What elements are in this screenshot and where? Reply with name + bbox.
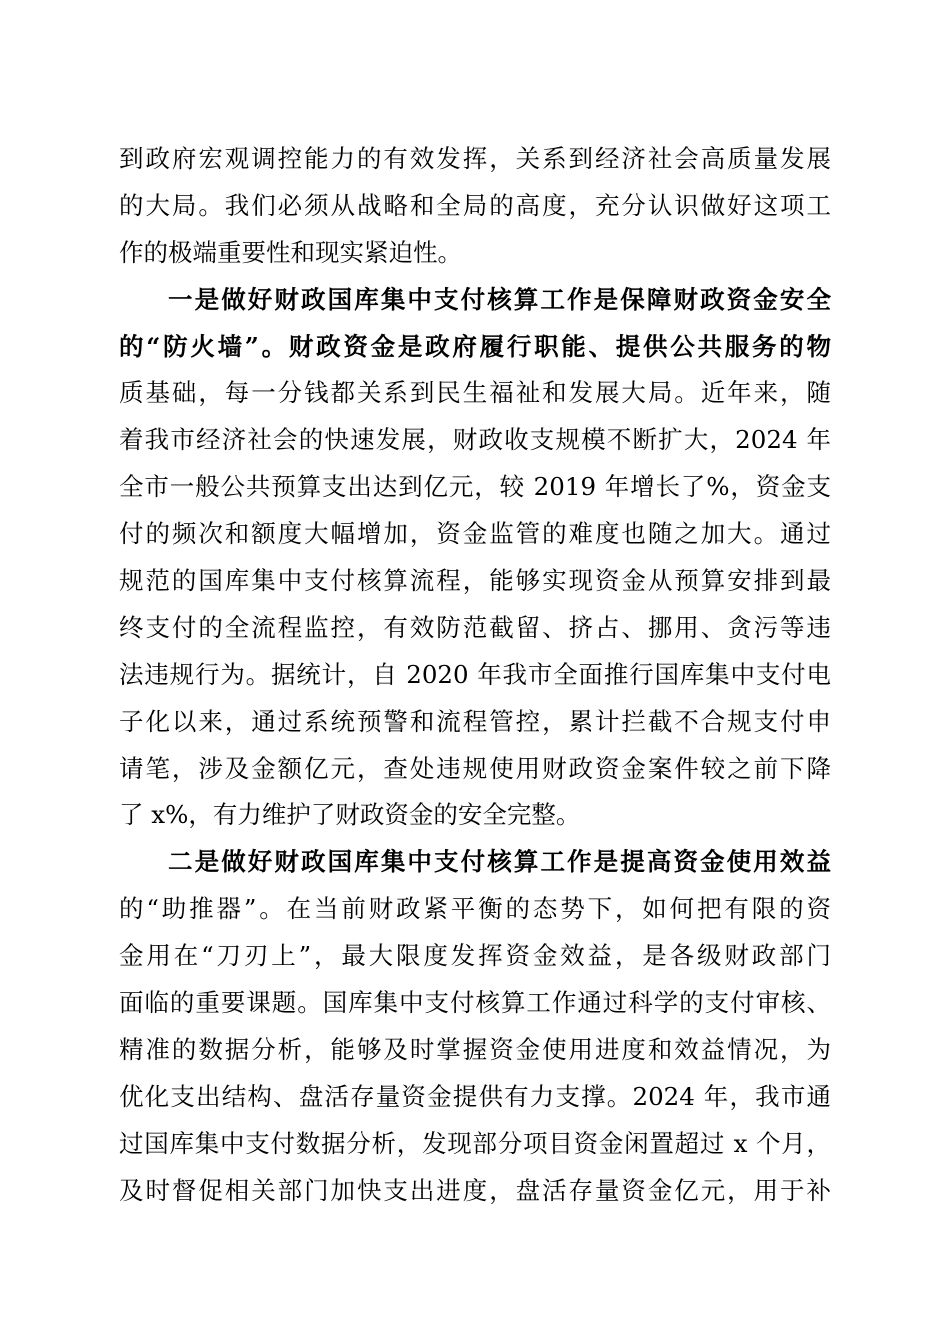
- text-line: 的大局。我们必须从战略和全局的高度，充分认识做好这项工: [119, 190, 831, 220]
- text-line: 精准的数据分析，能够及时掌握资金使用进度和效益情况，为: [119, 1034, 831, 1064]
- paragraph-2: [119, 277, 831, 840]
- text-line: 着我市经济社会的快速发展，财政收支规模不断扩大，2024 年: [119, 425, 831, 455]
- text-line: 法违规行为。据统计，自 2020 年我市全面推行国库集中支付电: [119, 659, 831, 689]
- paragraph-3: [119, 839, 831, 1214]
- text-line: 作的极端重要性和现实紧迫性。: [119, 237, 462, 267]
- text-line-heading-cont: 的“防火墙”。财政资金是政府履行职能、提供公共服务的物: [119, 331, 831, 361]
- text-line: 的“助推器”。在当前财政紧平衡的态势下，如何把有限的资: [119, 894, 831, 924]
- text-line: 全市一般公共预算支出达到亿元，较 2019 年增长了%，资金支: [119, 472, 831, 502]
- text-line: 到政府宏观调控能力的有效发挥，关系到经济社会高质量发展: [119, 144, 831, 173]
- text-line: 付的频次和额度大幅增加，资金监管的难度也随之加大。通过: [119, 519, 831, 549]
- text-line: 了 x%，有力维护了财政资金的安全完整。: [119, 800, 581, 830]
- paragraph-1: [119, 136, 831, 277]
- text-line: 规范的国库集中支付核算流程，能够实现资金从预算安排到最: [119, 566, 831, 596]
- text-line-heading: 二是做好财政国库集中支付核算工作是提高资金使用效益: [168, 847, 831, 877]
- text-line: 终支付的全流程监控，有效防范截留、挤占、挪用、贪污等违: [119, 612, 831, 642]
- text-line: [119, 324, 831, 371]
- text-line: 优化支出结构、盘活存量资金提供有力支撑。2024 年，我市通: [119, 1081, 831, 1111]
- text-line: 金用在“刀刃上”，最大限度发挥资金效益，是各级财政部门: [119, 941, 831, 971]
- text-line: 请笔，涉及金额亿元，查处违规使用财政资金案件较之前下降: [119, 753, 831, 783]
- text-line: 及时督促相关部门加快支出进度，盘活存量资金亿元，用于补: [119, 1175, 831, 1205]
- text-line: 面临的重要课题。国库集中支付核算工作通过科学的支付审核、: [119, 988, 831, 1018]
- document-page: [119, 136, 831, 1214]
- text-line-heading: 一是做好财政国库集中支付核算工作是保障财政资金安全: [168, 284, 831, 314]
- text-line: 过国库集中支付数据分析，发现部分项目资金闲置超过 x 个月，: [119, 1128, 831, 1158]
- text-line: 质基础，每一分钱都关系到民生福祉和发展大局。近年来，随: [119, 378, 831, 408]
- text-line: 子化以来，通过系统预警和流程管控，累计拦截不合规支付申: [119, 706, 831, 736]
